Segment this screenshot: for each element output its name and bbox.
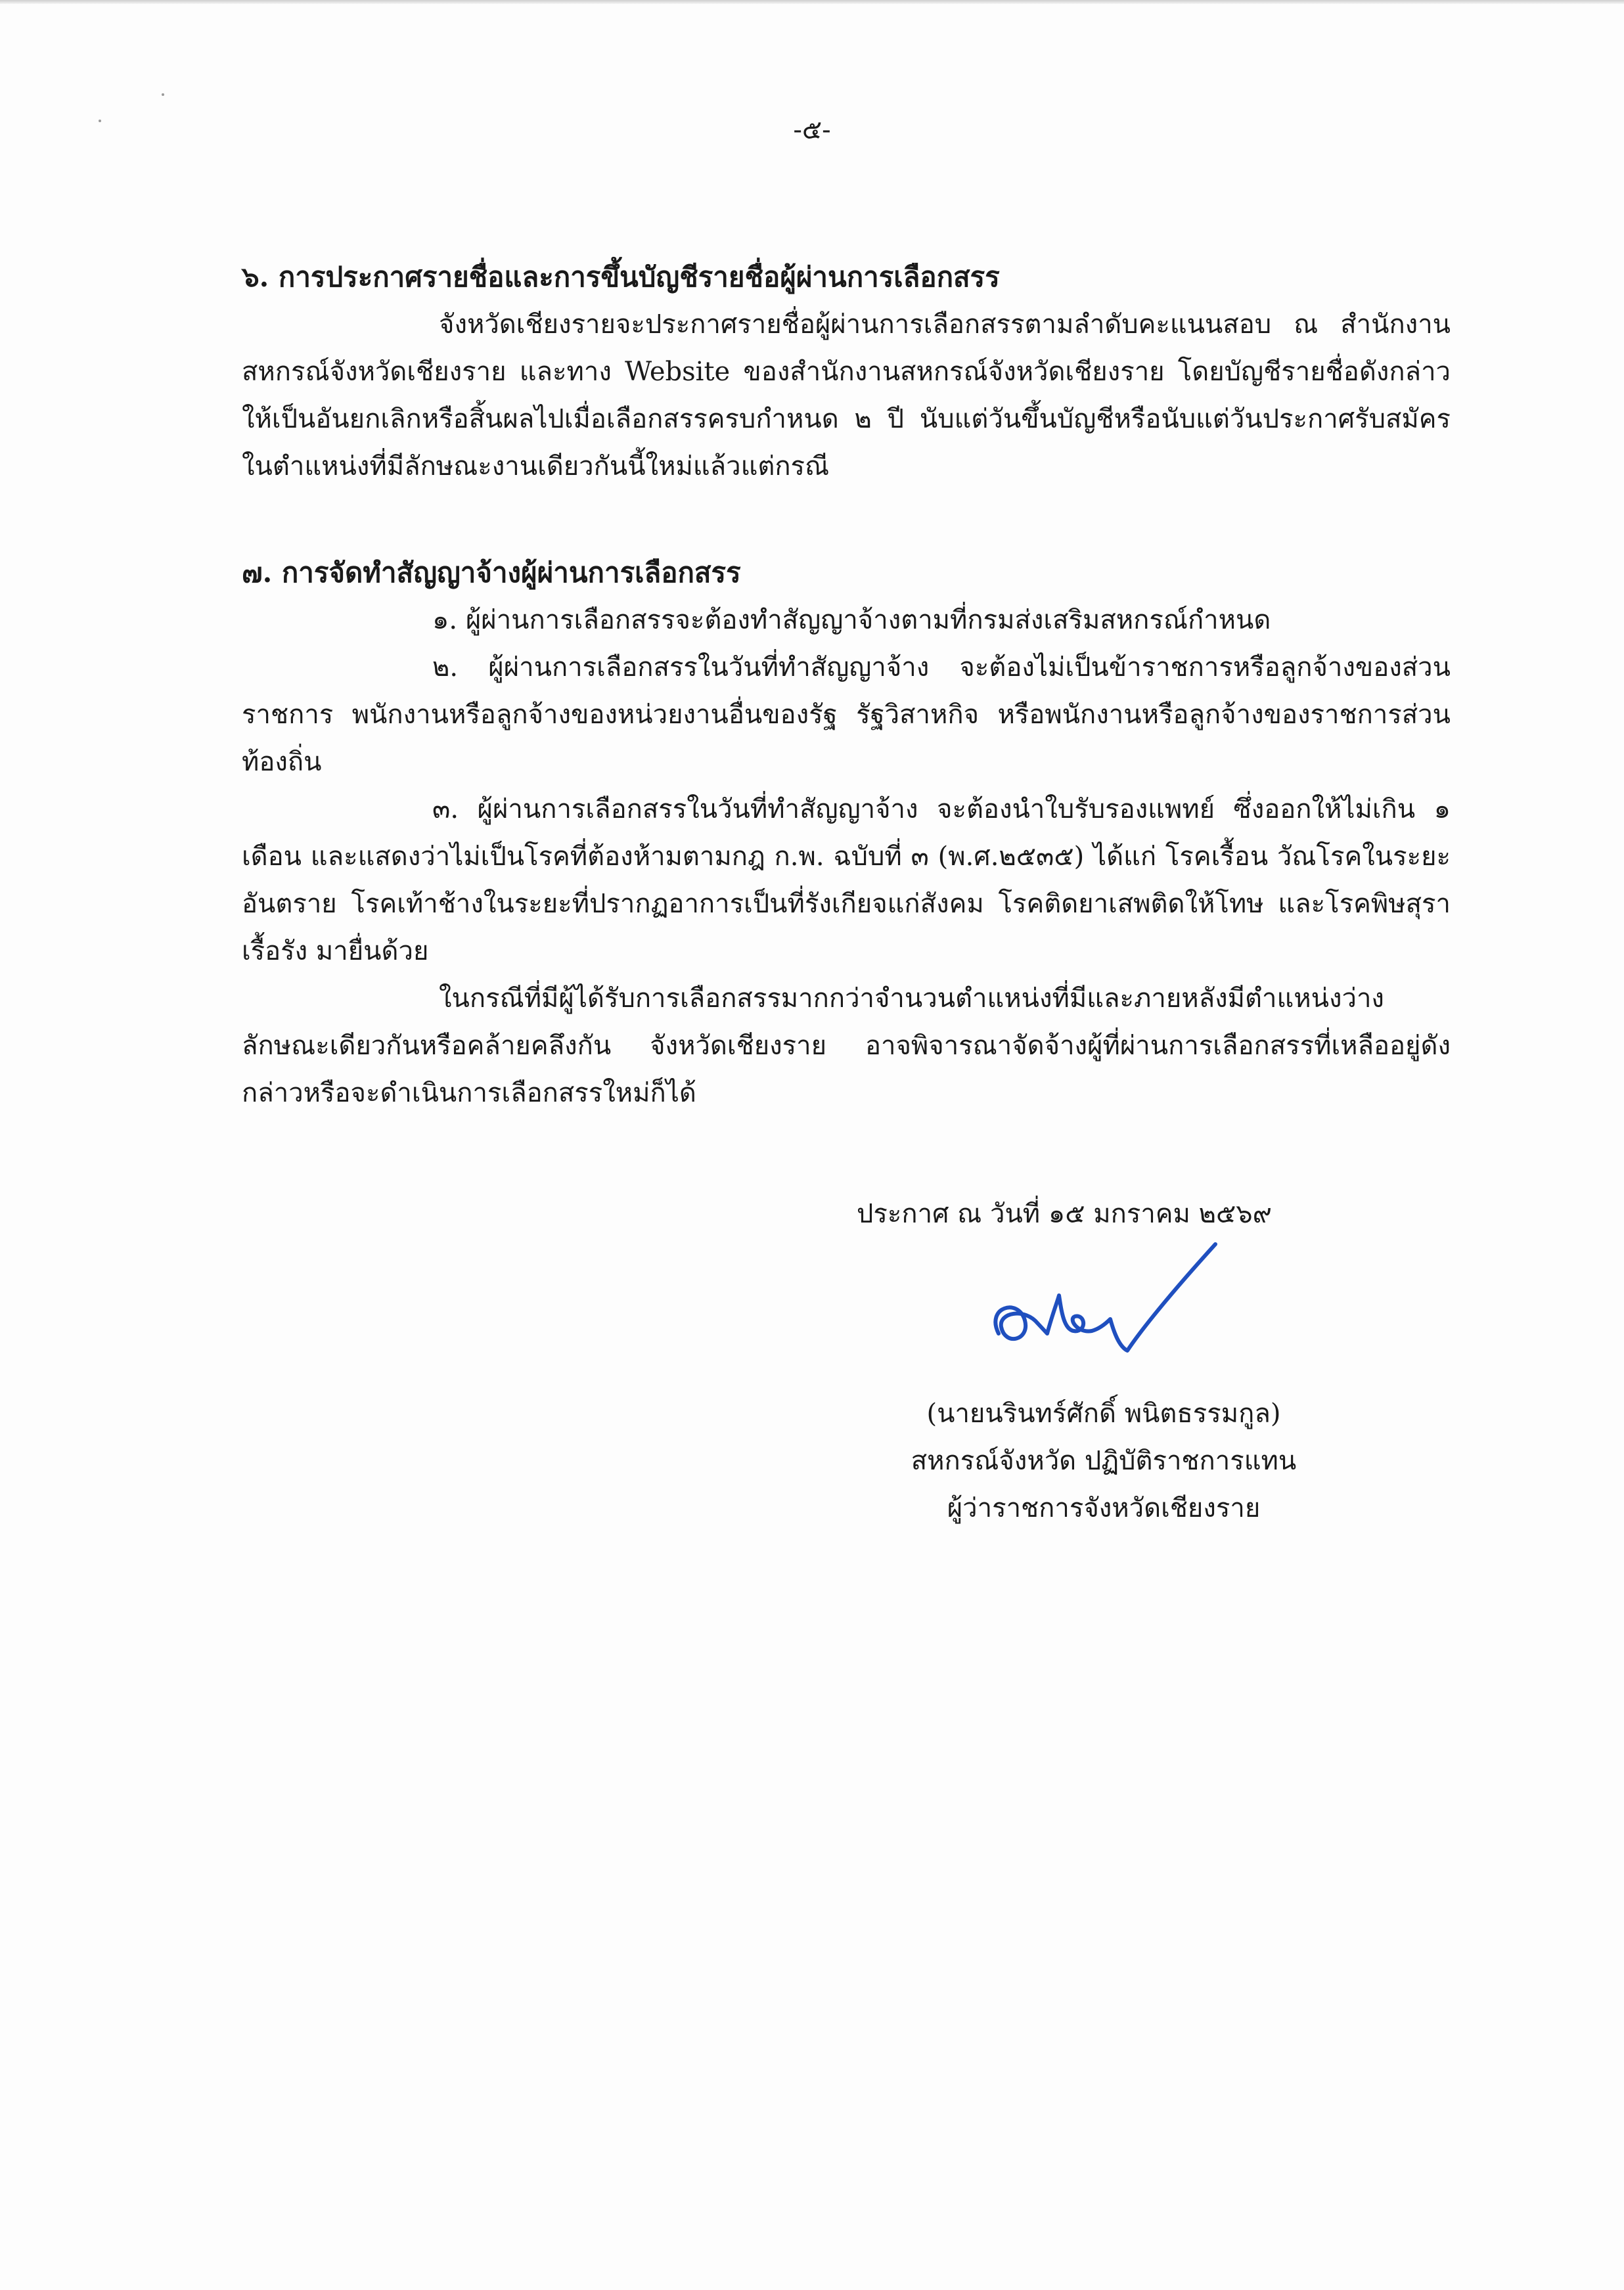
page-number: -๕- <box>793 115 831 145</box>
section-7-heading: ๗. การจัดทำสัญญาจ้างผู้ผ่านการเลือกสรร <box>242 556 741 589</box>
section-7-item-1: ๑. ผู้ผ่านการเลือกสรรจะต้องทำสัญญาจ้างตามที่กรมส่งเสริมสหกรณ์กำหนด <box>432 605 1271 635</box>
section-7 <box>242 549 1451 1117</box>
scan-top-edge <box>0 0 1624 4</box>
signer-position: สหกรณ์จังหวัด ปฏิบัติราชการแทน <box>911 1446 1297 1476</box>
announcement-date: ประกาศ ณ วันที่ ๑๕ มกราคม ๒๕๖๙ <box>857 1199 1272 1229</box>
section-7-item-2: ๒. ผู้ผ่านการเลือกสรรในวันที่ทำสัญญาจ้าง จะต้องไม่เป็นข้าราชการหรือลูกจ้างของส่วนราชการ พนักงานหรือลูกจ้างของหน่วยงานอื่นของรัฐ รัฐวิสาหกิจ หรือพนักงานหรือลูกจ้างของราชการส่วนท้องถิ่น <box>242 652 1451 777</box>
section-6-paragraph: จังหวัดเชียงรายจะประกาศรายชื่อผู้ผ่านการเลือกสรรตามลำดับคะแนนสอบ ณ สำนักงานสหกรณ์จังหวัดเชียงราย และทาง Website ของสำนักงานสหกรณ์จังหวัดเชียงราย โดยบัญชีรายชื่อดังกล่าว ให้เป็นอันยกเลิกหรือสิ้นผลไปเมื่อเลือกสรรครบกำหนด ๒ ปี นับแต่วันขึ้นบัญชีหรือนับแต่วันประกาศรับสมัครในตำแหน่งที่มีลักษณะงานเดียวกันนี้ใหม่แล้วแต่กรณี <box>242 309 1451 482</box>
signer-name: (นายนรินทร์ศักดิ์ พนิตธรรมกูล) <box>926 1399 1281 1429</box>
signature-stroke <box>995 1244 1215 1351</box>
signer-on-behalf-of: ผู้ว่าราชการจังหวัดเชียงราย <box>947 1493 1261 1523</box>
section-6 <box>242 254 1451 490</box>
section-7-closing: ในกรณีที่มีผู้ได้รับการเลือกสรรมากกว่าจำนวนตำแหน่งที่มีและภายหลังมีตำแหน่งว่างลักษณะเดียวกันหรือคล้ายคลึงกัน จังหวัดเชียงราย อาจพิจารณาจัดจ้างผู้ที่ผ่านการเลือกสรรที่เหลืออยู่ดังกล่าวหรือจะดำเนินการเลือกสรรใหม่ก็ได้ <box>242 983 1451 1108</box>
section-6-heading: ๖. การประกาศรายชื่อและการขึ้นบัญชีรายชื่อผู้ผ่านการเลือกสรร <box>242 261 1000 293</box>
handwritten-signature <box>979 1235 1229 1366</box>
section-7-item-3: ๓. ผู้ผ่านการเลือกสรรในวันที่ทำสัญญาจ้าง จะต้องนำใบรับรองแพทย์ ซึ่งออกให้ไม่เกิน ๑ เดือน และแสดงว่าไม่เป็นโรคที่ต้องห้ามตามกฎ ก.พ. ฉบับที่ ๓ (พ.ศ.๒๕๓๕) ได้แก่ โรคเรื้อน วัณโรคในระยะอันตราย โรคเท้าช้างในระยะที่ปรากฏอาการเป็นที่รังเกียจแก่สังคม โรคติดยาเสพติดให้โทษ และโรคพิษสุราเรื้อรัง มายื่นด้วย <box>242 794 1451 966</box>
signer-block <box>775 1390 1432 1532</box>
scan-speck <box>162 93 164 96</box>
